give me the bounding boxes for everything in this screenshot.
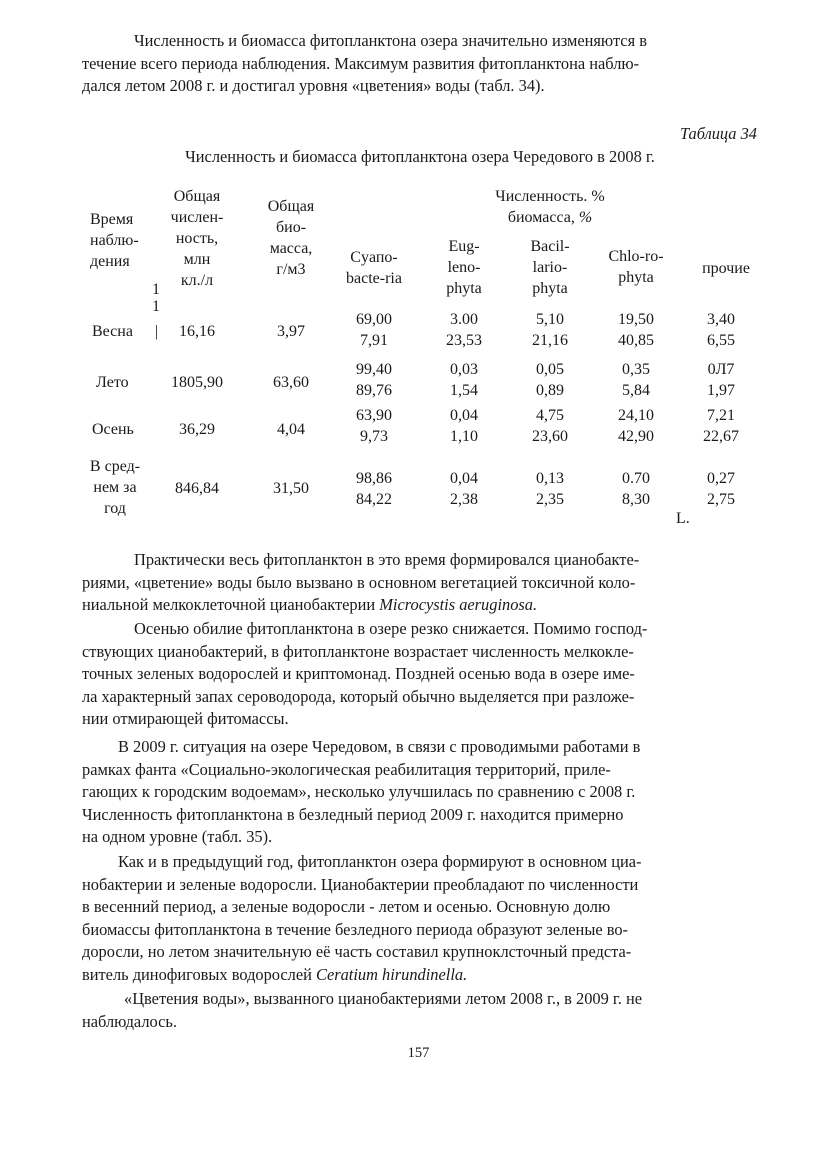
scan-artifact: 1 <box>152 298 160 315</box>
cell-biomass: 3,97 <box>277 323 305 340</box>
paragraph-intro <box>82 30 758 98</box>
cell-count: 846,84 <box>175 480 219 497</box>
cell-biomass: 63,60 <box>273 374 309 391</box>
text-line: риями, «цветение» воды было вызвано в основном вегетацией токсичной коло- <box>82 572 636 592</box>
row-season: Весна <box>92 323 133 340</box>
row-season: Лето <box>96 374 129 391</box>
cell-chloro: 0,35 5,84 <box>622 361 650 399</box>
header-group: Численность. % биомасса, % <box>495 188 605 226</box>
cell-bacil: 0,13 2,35 <box>536 470 564 508</box>
paragraph-3 <box>82 618 758 731</box>
cell-bacil: 0,05 0,89 <box>536 361 564 399</box>
text-line: нобактерии и зеленые водоросли. Цианобактерии преобладают по численности <box>82 874 639 894</box>
text-line: Численность фитопланктона в безледный период 2009 г. находится примерно <box>82 804 624 824</box>
scan-artifact: L. <box>676 510 690 527</box>
text-line: В 2009 г. ситуация на озере Чередовом, в связи с проводимыми работами в <box>118 737 641 756</box>
cell-eug: 0,03 1,54 <box>450 361 478 399</box>
header-other: прочие <box>702 260 750 277</box>
cell-other: 3,40 6,55 <box>707 311 735 349</box>
cell-biomass: 31,50 <box>273 480 309 497</box>
cell-count: 36,29 <box>179 421 215 438</box>
text-line: Как и в предыдущий год, фитопланктон озера формируют в основном циа- <box>118 852 642 871</box>
text-line: ла характерный запах сероводорода, который обычно выделяется при разложе- <box>82 686 635 706</box>
header-time: Время наблю- дения <box>90 211 139 270</box>
cell-cyano: 99,40 89,76 <box>356 361 392 399</box>
text-line: ствующих цианобактерий, в фитопланктоне возрастает численность мелкокле- <box>82 641 634 661</box>
cell-bacil: 5,10 21,16 <box>532 311 568 349</box>
table-number: Таблица 34 <box>680 124 757 143</box>
cell-count: 1805,90 <box>171 374 223 391</box>
cell-bacil: 4,75 23,60 <box>532 407 568 445</box>
cell-cyano: 98,86 84,22 <box>356 470 392 508</box>
header-chlorophyta: Chlo-ro- phyta <box>608 248 664 286</box>
cell-chloro: 19,50 40,85 <box>618 311 654 349</box>
scan-artifact: | <box>155 323 159 340</box>
paragraph-5: Как и в предыдущий год, фитопланктон озера формируют в основном циа- нобактерии и зеленые водоросли. Цианобактерии преобладают по численности в весенний период, а зеленые водоросли - летом и осенью. Основную долю биомассы фитопланктона в течение безледного периода образуют зеленые во- доросли, но летом значительную её часть составил крупноклсточный предста- витель динофиговых водорослей Ceratium hirundinella. <box>82 851 758 987</box>
header-total-biomass: Общая био- масса, г/м3 <box>267 198 315 278</box>
header-cyanobacteria: Cyапо- bacte-ria <box>346 249 402 287</box>
text-line: «Цветения воды», вызванного цианобактериями летом 2008 г., в 2009 г. не <box>124 989 642 1008</box>
text-line: доросли, но летом значительную её часть составил крупноклсточный предста- <box>82 942 632 962</box>
text-line: Осенью обилие фитопланктона в озере резко снижается. Помимо господ- <box>134 619 648 638</box>
header-total-count: Общая числен- ность, млн кл./л <box>170 188 224 289</box>
table-title: Численность и биомасса фитопланктона озера Чередового в 2008 г. <box>185 147 655 166</box>
paragraph-6 <box>82 988 758 1033</box>
header-euglenophyta: Eug- leno- phyta <box>446 238 482 297</box>
text-line: нии отмирающей фитомассы. <box>82 709 289 729</box>
header-bacillariophyta: Bacil- lario- phyta <box>530 238 570 297</box>
text-line: гающих к городским водоемам», несколько улучшилась по сравнению с 2008 г. <box>82 782 636 802</box>
text-line: Численность и биомасса фитопланктона озера значительно изменяются в <box>134 31 647 50</box>
text-line: биомассы фитопланктона в течение безледного периода образуют зеленые во- <box>82 919 628 939</box>
cell-cyano: 63,90 9,73 <box>356 407 392 445</box>
paragraph-4 <box>82 736 758 849</box>
cell-eug: 3.00 23,53 <box>446 311 482 349</box>
text-line: в весенний период, а зеленые водоросли - летом и осенью. Основную долю <box>82 897 611 917</box>
cell-biomass: 4,04 <box>277 421 305 438</box>
row-season: В сред- нем за год <box>89 458 141 517</box>
text-line: рамках фанта «Социально-экологическая реабилитация территорий, приле- <box>82 759 611 779</box>
text-line: на одном уровне (табл. 35). <box>82 827 273 847</box>
cell-count: 16,16 <box>179 323 215 340</box>
cell-other: 7,21 22,67 <box>703 407 739 445</box>
cell-other: 0Л7 1,97 <box>707 361 735 399</box>
cell-chloro: 0.70 8,30 <box>622 470 650 508</box>
scan-artifact: 1 <box>152 281 160 298</box>
cell-chloro: 24,10 42,90 <box>618 407 654 445</box>
cell-other: 0,27 2,75 <box>707 470 735 508</box>
cell-eug: 0,04 2,38 <box>450 470 478 508</box>
text-line: наблюдалось. <box>82 1011 177 1031</box>
cell-cyano: 69,00 7,91 <box>356 311 392 349</box>
text-line: дался летом 2008 г. и достигал уровня «цветения» воды (табл. 34). <box>82 76 545 96</box>
text-line: точных зеленых водорослей и криптомонад. Поздней осенью вода в озере име- <box>82 664 635 684</box>
row-season: Осень <box>92 421 134 438</box>
paragraph-2: Практически весь фитопланктон в это время формировался цианобакте- риями, «цветение» воды было вызвано в основном вегетацией токсичной коло- ниальной мелкоклеточной цианобактерии Microcystis aeruginosa. <box>82 549 758 617</box>
page-number: 157 <box>407 1045 430 1061</box>
cell-eug: 0,04 1,10 <box>450 407 478 445</box>
text-line: Практически весь фитопланктон в это время формировался цианобакте- <box>134 550 640 569</box>
text-line: течение всего периода наблюдения. Максимум развития фитопланктона наблю- <box>82 53 640 73</box>
